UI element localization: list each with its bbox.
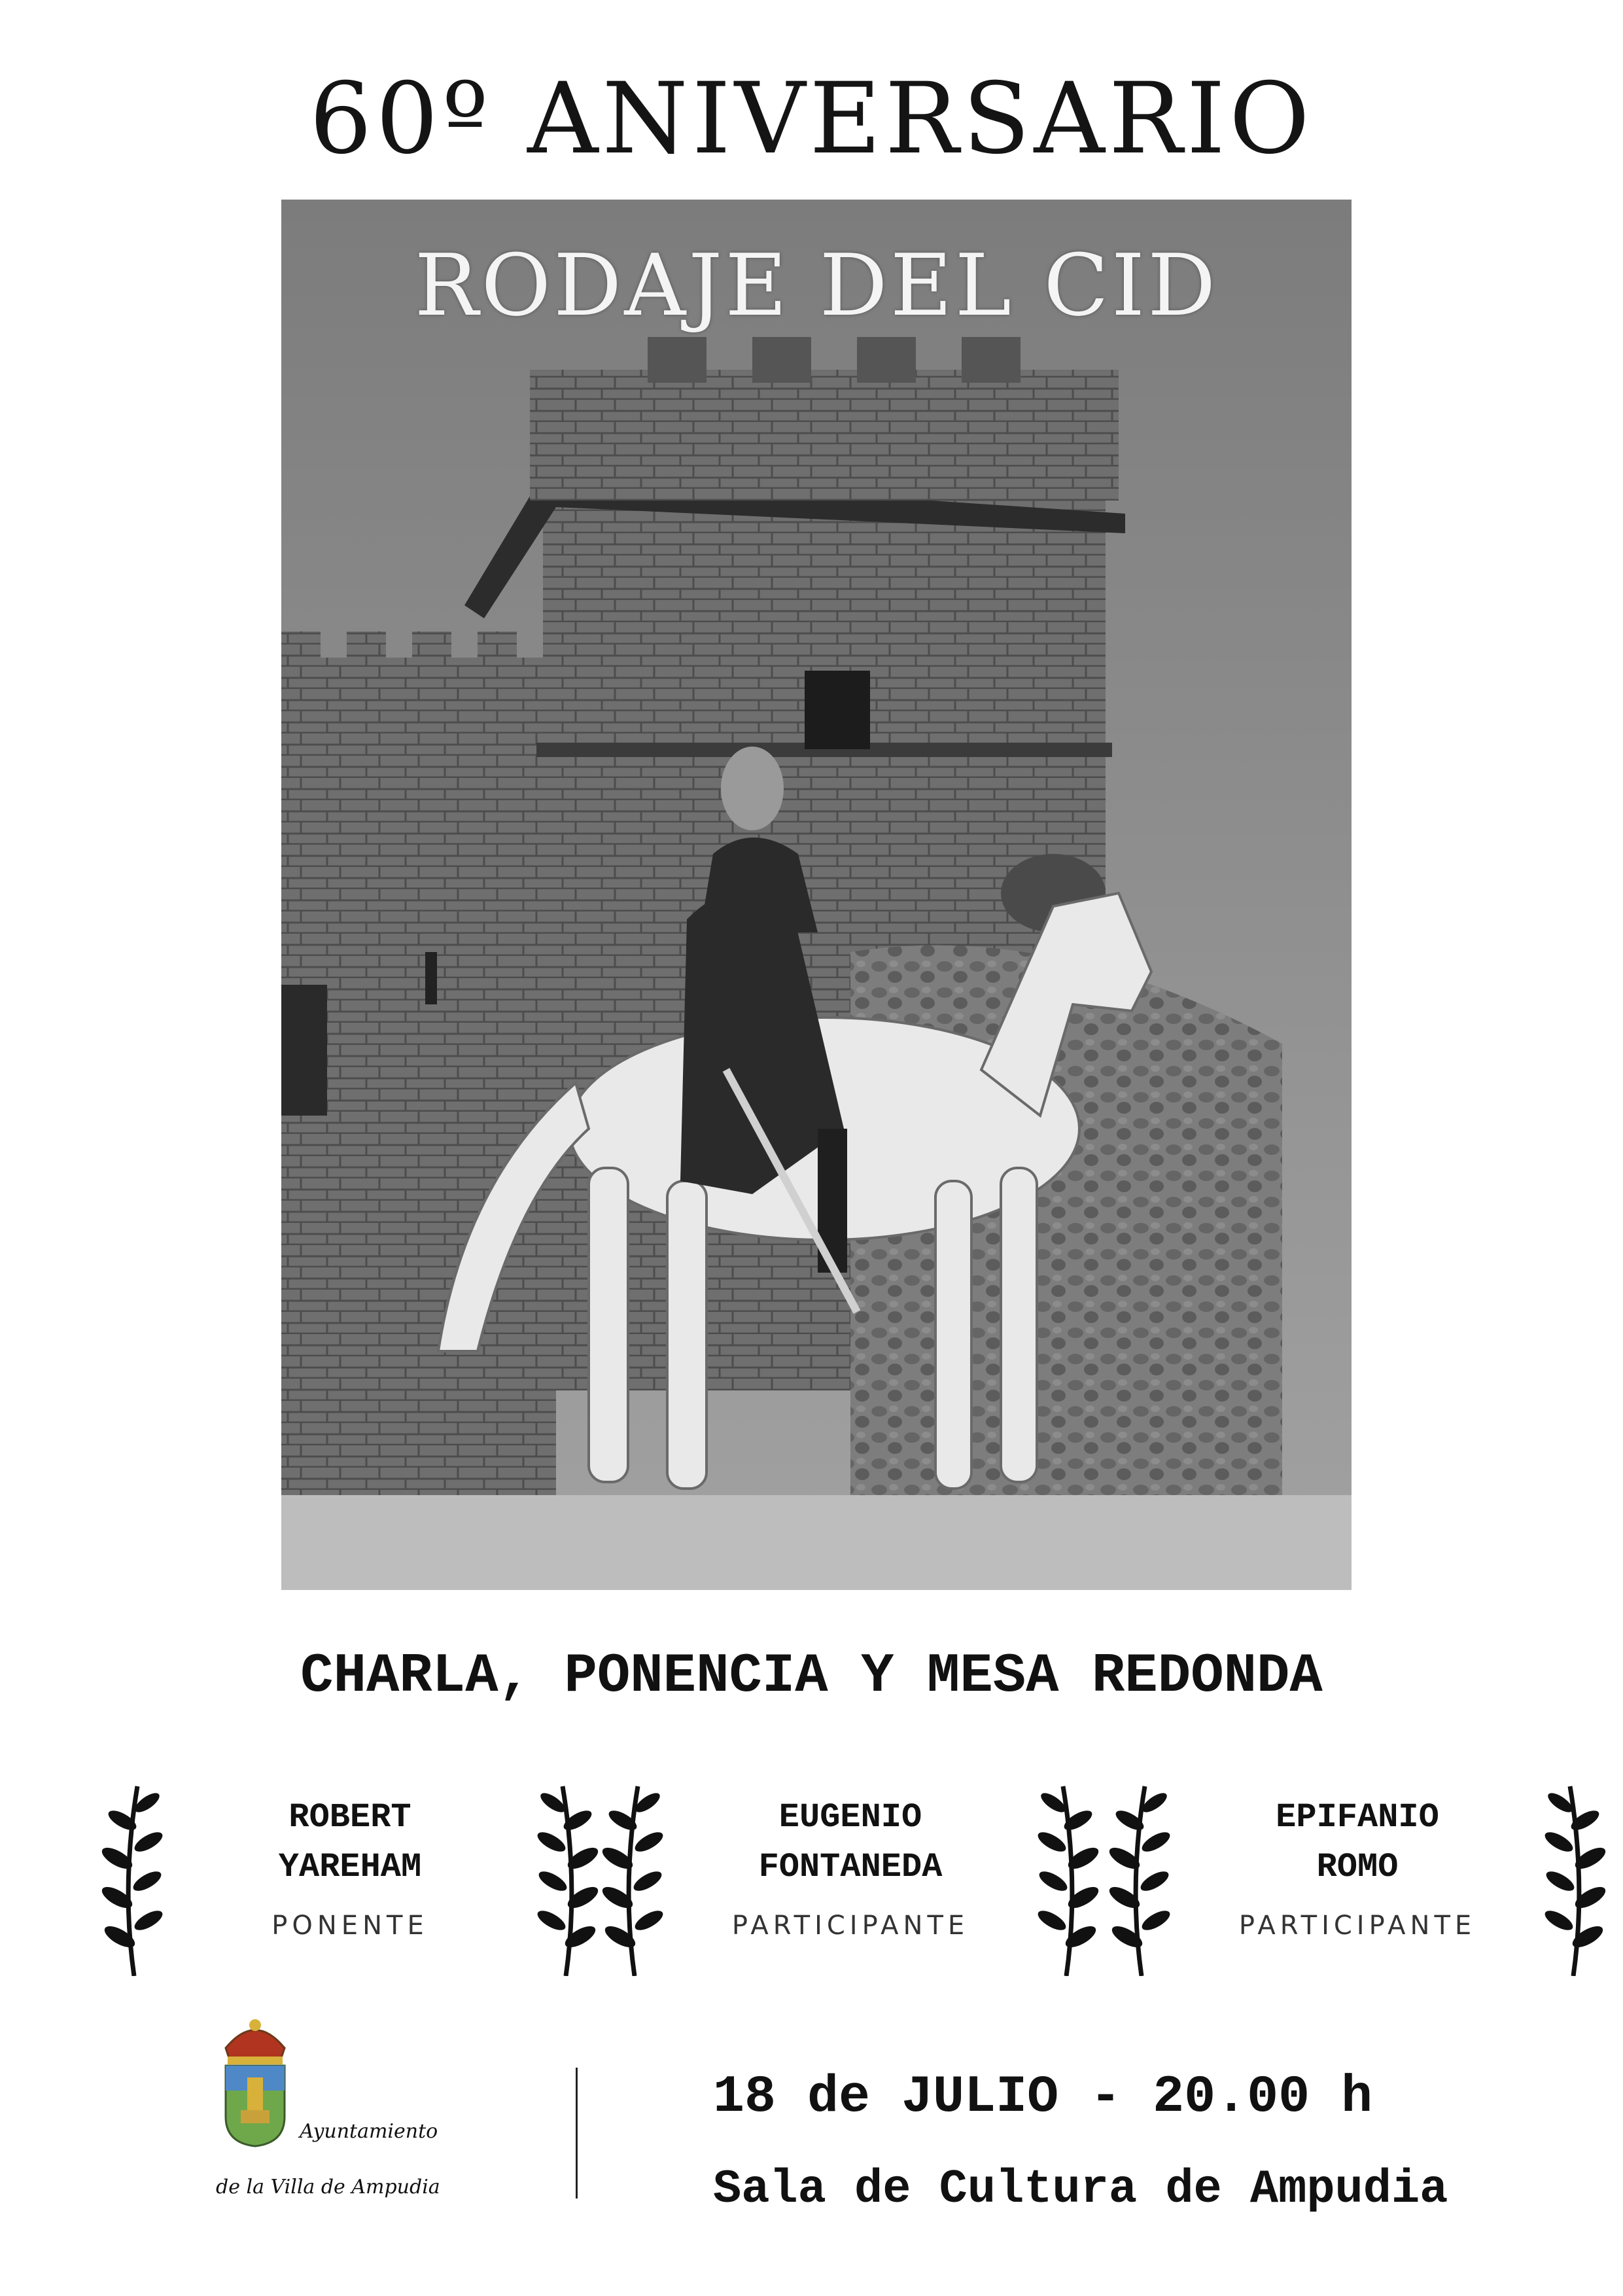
speaker-role: PARTICIPANTE	[731, 1911, 969, 1941]
speaker-role: PARTICIPANTE	[1238, 1911, 1476, 1941]
speaker-role: PONENTE	[271, 1911, 428, 1941]
speaker-name: EPIFANIO ROMO	[1276, 1798, 1439, 1886]
coat-of-arms-icon	[216, 2012, 294, 2149]
organizer-line1: Ayuntamiento	[300, 2120, 438, 2143]
speaker-name: EUGENIO FONTANEDA	[758, 1798, 943, 1886]
photo-caption: RODAJE DEL CID	[414, 236, 1219, 335]
organizer-line2: de la Villa de Ampudia	[216, 2176, 440, 2199]
event-subtitle: CHARLA, PONENCIA Y MESA REDONDA	[300, 1646, 1323, 1708]
laurel-branch-icon	[602, 1780, 667, 1976]
laurel-branch-icon	[1109, 1780, 1174, 1976]
vertical-divider	[576, 2068, 578, 2199]
laurel-branch-icon	[533, 1780, 599, 1976]
poster-title: 60º ANIVERSARIO	[309, 62, 1314, 176]
speaker-card	[602, 1780, 1099, 1989]
event-date-time: 18 de JULIO - 20.00 h	[713, 2068, 1373, 2127]
event-venue: Sala de Cultura de Ampudia	[713, 2163, 1448, 2216]
laurel-branch-icon	[1034, 1780, 1099, 1976]
photo-illustration	[281, 200, 1352, 1590]
laurel-branch-icon	[1541, 1780, 1606, 1976]
speaker-card	[1109, 1780, 1606, 1989]
laurel-branch-icon	[101, 1780, 167, 1976]
speaker-card	[101, 1780, 599, 1989]
speaker-name: ROBERT YAREHAM	[278, 1798, 422, 1886]
castle-horseman-photo	[281, 200, 1352, 1590]
